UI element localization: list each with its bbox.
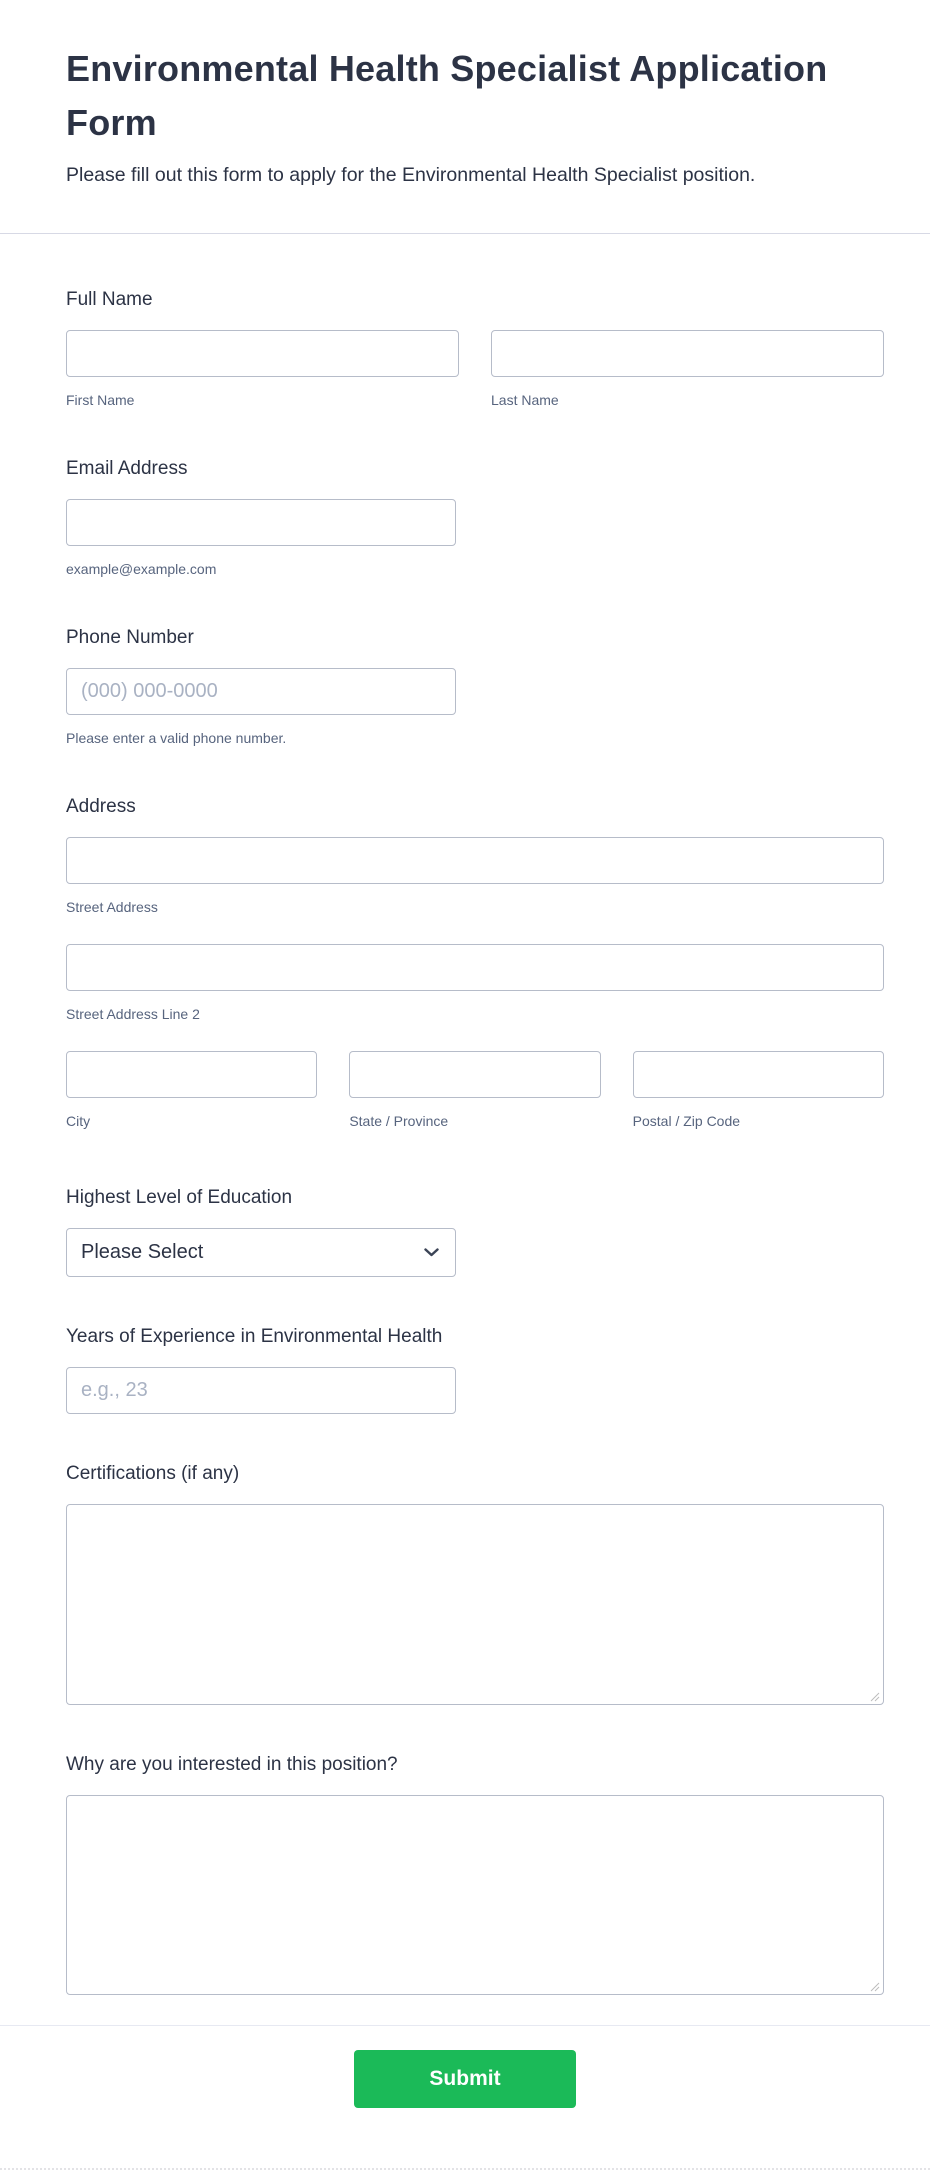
field-experience bbox=[66, 1325, 884, 1414]
first-name-input[interactable] bbox=[66, 330, 459, 377]
field-full-name bbox=[66, 288, 884, 409]
email-label: Email Address bbox=[66, 458, 188, 479]
form-body bbox=[0, 234, 930, 1995]
footer-divider bbox=[0, 2025, 930, 2026]
interest-textarea[interactable] bbox=[66, 1795, 884, 1995]
experience-label: Years of Experience in Environmental Health bbox=[66, 1326, 443, 1347]
field-education bbox=[66, 1186, 884, 1277]
last-name-input[interactable] bbox=[491, 330, 884, 377]
field-phone bbox=[66, 626, 884, 747]
city-input[interactable] bbox=[66, 1051, 317, 1098]
phone-input[interactable] bbox=[66, 668, 456, 715]
street-address2-row bbox=[66, 944, 884, 1023]
postal-input[interactable] bbox=[633, 1051, 884, 1098]
submit-button[interactable]: Submit bbox=[354, 2050, 576, 2108]
address-label: Address bbox=[66, 796, 136, 817]
email-input[interactable] bbox=[66, 499, 456, 546]
last-name-sublabel: Last Name bbox=[491, 392, 559, 408]
form-subtitle: Please fill out this form to apply for the Environmental Health Specialist position. bbox=[66, 164, 756, 186]
education-select[interactable] bbox=[66, 1228, 456, 1277]
phone-label: Phone Number bbox=[66, 627, 194, 648]
education-select-value: Please Select bbox=[81, 1241, 204, 1263]
street-address2-sublabel: Street Address Line 2 bbox=[66, 1006, 200, 1022]
state-sublabel: State / Province bbox=[349, 1113, 449, 1129]
field-address bbox=[66, 795, 884, 1130]
full-name-label: Full Name bbox=[66, 289, 153, 310]
city-sublabel: City bbox=[66, 1113, 91, 1129]
email-sublabel: example@example.com bbox=[66, 561, 217, 577]
city-state-zip-row bbox=[66, 1051, 884, 1130]
phone-sublabel: Please enter a valid phone number. bbox=[66, 730, 287, 746]
experience-input[interactable] bbox=[66, 1367, 456, 1414]
page-bottom-edge bbox=[0, 2168, 930, 2170]
form-title: Environmental Health Specialist Application Form bbox=[66, 48, 828, 143]
field-interest bbox=[66, 1753, 884, 1995]
submit-row bbox=[0, 2050, 930, 2108]
field-certifications bbox=[66, 1462, 884, 1705]
street-address-sublabel: Street Address bbox=[66, 899, 158, 915]
street-address-row bbox=[66, 837, 884, 916]
interest-label: Why are you interested in this position? bbox=[66, 1754, 398, 1775]
field-email bbox=[66, 457, 884, 578]
certifications-textarea[interactable] bbox=[66, 1504, 884, 1705]
chevron-down-icon bbox=[424, 1248, 439, 1257]
education-label: Highest Level of Education bbox=[66, 1187, 293, 1208]
state-input[interactable] bbox=[349, 1051, 600, 1098]
street-address2-input[interactable] bbox=[66, 944, 884, 991]
certifications-label: Certifications (if any) bbox=[66, 1463, 240, 1484]
postal-sublabel: Postal / Zip Code bbox=[632, 1113, 741, 1129]
first-name-sublabel: First Name bbox=[66, 392, 135, 408]
street-address-input[interactable] bbox=[66, 837, 884, 884]
form-header bbox=[0, 0, 930, 234]
